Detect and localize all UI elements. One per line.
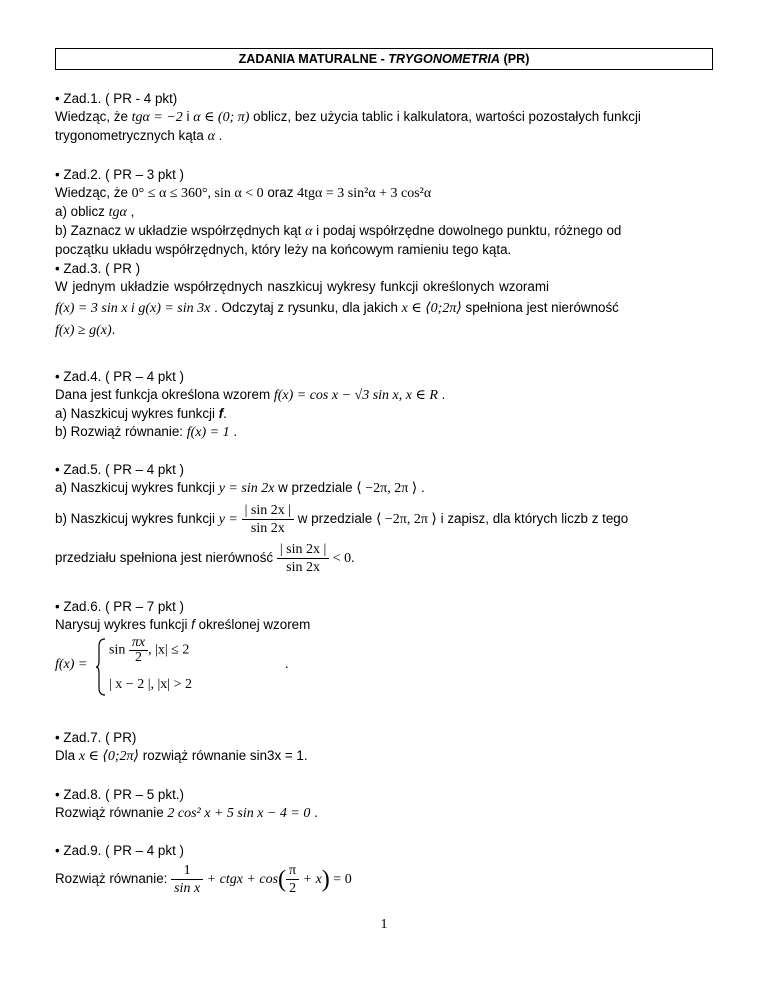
- task-header: • Zad.7. ( PR): [55, 730, 137, 745]
- task-text: przedziału spełniona jest nierówność $\frac{| \sin 2x |}{\sin 2x}$ < 0.: [55, 542, 355, 575]
- piecewise-formula: f(x) = sin $\frac{\pi x}{2}$ , |x| ≤ 2 | x − 2 |, |x| > 2 .: [55, 636, 713, 698]
- task-header: • Zad.9. ( PR – 4 pkt ): [55, 843, 184, 858]
- task-header: • Zad.4. ( PR – 4 pkt ): [55, 369, 184, 384]
- fraction: $\frac{\pi}{2}$: [286, 862, 299, 897]
- task-9: [55, 842, 713, 897]
- task-text: Narysuj wykres funkcji f określonej wzorem: [55, 617, 311, 632]
- task-5: [55, 461, 713, 576]
- task-text: Dla x ∈ ⟨0;2π⟩ rozwiąż równanie sin3x = 1.: [55, 748, 308, 764]
- fraction: $\frac{1}{\text{sin x}}$: [171, 862, 203, 897]
- case-1: sin $\frac{\pi x}{2}$ , |x| ≤ 2: [109, 635, 190, 665]
- task-header: • Zad.1. ( PR - 4 pkt): [55, 91, 178, 106]
- task-text: b) Zaznacz w układzie współrzędnych kąt α i podaj współrzędne dowolnego punktu, różnego od: [55, 223, 622, 239]
- task-text: W jednym układzie współrzędnych naszkicuj wykresy funkcji określonych wzorami: [55, 279, 549, 294]
- task-header: • Zad.6. ( PR – 7 pkt ): [55, 599, 184, 614]
- task-8: [55, 786, 713, 823]
- task-text: f(x) = 3 sin x i g(x) = sin 3x . Odczytaj z rysunku, dla jakich x ∈ ⟨0;2π⟩ spełniona jest nierówność: [55, 300, 619, 316]
- fraction: $\frac{| \sin 2x |}{\sin 2x}$: [277, 541, 329, 576]
- task-header: • Zad.8. ( PR – 5 pkt.): [55, 787, 184, 802]
- title-suffix: (PR): [500, 52, 530, 66]
- task-text: f(x) ≥ g(x).: [55, 322, 116, 338]
- title-topic: TRYGONOMETRIA: [388, 52, 501, 66]
- task-text: b) Rozwiąż równanie: f(x) = 1 .: [55, 424, 238, 440]
- task-2: [55, 166, 713, 259]
- case-2: | x − 2 |, |x| > 2: [109, 677, 193, 692]
- fraction: $\frac{\pi x}{2}$: [129, 636, 148, 665]
- task-header: • Zad.2. ( PR – 3 pkt ): [55, 167, 184, 182]
- task-text: początku układu współrzędnych, który leży na końcowym ramieniu tego kąta.: [55, 242, 512, 257]
- page-number: 1: [380, 917, 388, 932]
- task-text: Rozwiąż równanie: $\frac{1}{\text{sin x}}$ + ctgx + cos( $\frac{\pi}{2}$ + x) = 0: [55, 863, 352, 896]
- task-text: Wiedząc, że 0° ≤ α ≤ 360°, sin α < 0 oraz 4tgα = 3 sin²α + 3 cos²α: [55, 185, 432, 201]
- task-text: a) Naszkicuj wykres funkcji f.: [55, 406, 227, 421]
- task-text: Dana jest funkcja określona wzorem f(x) = cos x − √3 sin x, x ∈ R .: [55, 387, 446, 403]
- task-7: [55, 729, 713, 766]
- task-4: [55, 368, 713, 442]
- task-text: a) Naszkicuj wykres funkcji y = sin 2x w przedziale ⟨ −2π, 2π ⟩ .: [55, 480, 425, 496]
- task-header: • Zad.3. ( PR ): [55, 261, 141, 276]
- task-text: trygonometrycznych kąta α .: [55, 128, 223, 144]
- task-1: [55, 90, 713, 146]
- task-3: [55, 260, 713, 340]
- task-header: • Zad.5. ( PR – 4 pkt ): [55, 462, 184, 477]
- left-brace: [95, 638, 107, 696]
- task-text: b) Naszkicuj wykres funkcji y = $\frac{| \sin 2x |}{\sin 2x}$ w przedziale ⟨ −2π, 2π ⟩ i zapisz, dla których liczb z tego: [55, 503, 629, 536]
- task-text: Wiedząc, że tgα = −2 i α ∈ (0; π) oblicz, bez użycia tablic i kalkulatora, wartości pozostałych funkcji: [55, 109, 641, 125]
- task-6: [55, 598, 713, 698]
- document-page: [55, 48, 713, 896]
- document-title: [55, 48, 713, 70]
- fraction: $\frac{| \sin 2x |}{\sin 2x}$: [242, 502, 294, 537]
- task-text: a) oblicz tgα ,: [55, 204, 135, 220]
- title-prefix: ZADANIA MATURALNE -: [238, 52, 389, 66]
- task-text: Rozwiąż równanie 2 cos² x + 5 sin x − 4 = 0 .: [55, 805, 318, 821]
